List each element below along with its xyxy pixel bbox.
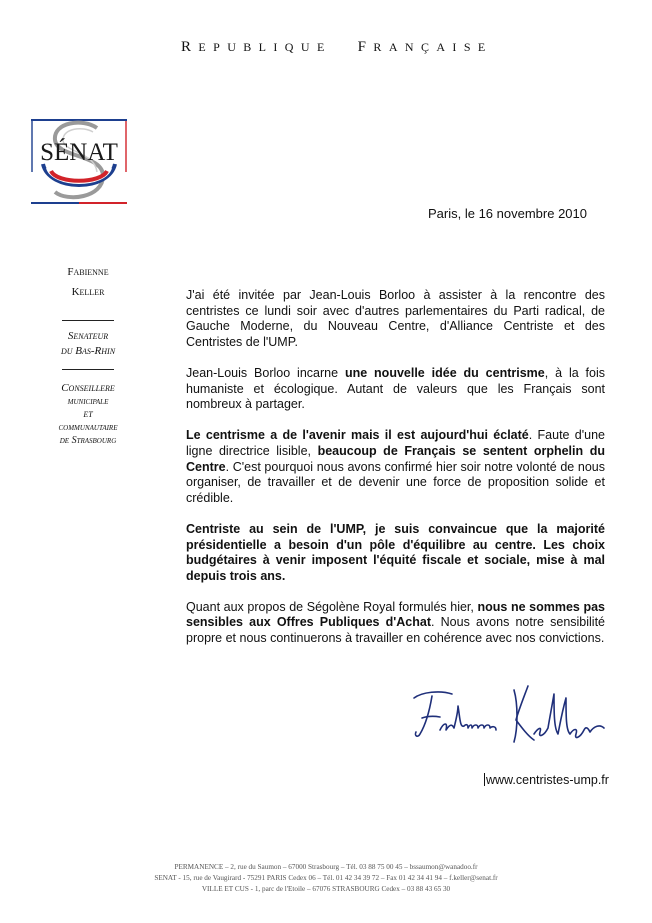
website-text: www.centristes-ump.fr <box>486 773 609 787</box>
paragraph-4-emphasis: Centriste au sein de l'UMP, je suis convaincue que la majorité présidentielle a besoin d'un pôle d'équilibre au centre. Les choix budgétaires à venir imposent l'équité fiscale et sociale, mise à mal depuis trois ans. <box>186 521 605 583</box>
footer-line-2: SENAT - 15, rue de Vaugirard - 75291 PARIS Cedex 06 – Tél. 01 42 34 39 72 – Fax 01 42 34 41 94 – f.keller@senat.fr <box>154 874 498 882</box>
paragraph-5-part-a: Quant aux propos de Ségolène Royal formulés hier, <box>186 599 478 614</box>
sender-first-name: Fabienne <box>67 266 109 278</box>
paragraph-3-part-d: . C'est pourquoi nous avons confirmé hier soir notre volonté de nous organiser, de travailler et de devenir une force de proposition solide et crédible. <box>186 459 605 505</box>
paragraph-2-part-c: , à la fois humaniste et écologique. Autant de valeurs que les Français sont nombreux à partager. <box>186 365 606 412</box>
paragraph-3-emphasis-c: beaucoup de Français se sentent orphelin du Centre <box>186 443 605 474</box>
paragraph-2-part-a: Jean-Louis Borloo incarne <box>186 365 345 380</box>
paragraph-5 <box>186 600 605 647</box>
sender-role-line3: et <box>83 408 93 420</box>
paragraph-4 <box>186 522 605 584</box>
paragraph-3 <box>186 428 605 506</box>
footer-line-3: VILLE ET CUS - 1, parc de l'Etoile – 67076 STRASBOURG Cedex – 03 88 43 65 30 <box>201 885 451 893</box>
sender-last-name: Keller <box>71 286 105 298</box>
signature-drawing <box>410 684 610 750</box>
handwritten-signature <box>410 684 610 750</box>
sender-role-line2: municipale <box>67 396 109 407</box>
header-word2-rest: RANÇAISE <box>373 40 493 54</box>
paragraph-5-part-c: . Nous avons notre sensibilité propre et nous continuerons à travailler en cohérence avec nos convictions. <box>186 615 606 646</box>
letter-date: Paris, le 16 novembre 2010 <box>428 206 587 221</box>
paragraph-2-emphasis: une nouvelle idée du centrisme <box>344 365 545 380</box>
paragraph-5-emphasis: nous ne sommes pas sensibles aux Offres Publiques d'Achat <box>186 599 605 630</box>
sender-role-line1: Conseillere <box>61 382 115 394</box>
sender-sidebar <box>30 262 146 447</box>
header-word1-rest: EPUBLIQUE <box>198 40 332 54</box>
senat-logo-mark <box>31 118 127 206</box>
senat-logo-text: SÉNAT <box>40 139 118 166</box>
sender-role-line5: de Strasbourg <box>59 435 117 446</box>
paragraph-1: J'ai été invitée par Jean-Louis Borloo à assister à la rencontre des centristes ce lundi soir avec d'autres parlementaires du Parti radical, de Gauche Moderne, du Nouveau Centre, d'Alliance Centriste et des Centristes de l'UMP. <box>186 288 605 349</box>
sender-title-line1: Senateur <box>67 330 109 342</box>
republique-francaise-header <box>181 39 601 56</box>
sender-role-line4: communautaire <box>58 422 118 433</box>
senat-logo <box>31 118 127 206</box>
paragraph-3-emphasis-a: Le centrisme a de l'avenir mais il est aujourd'hui éclaté <box>186 428 529 443</box>
header-initial-f: F <box>357 39 374 55</box>
text-cursor <box>484 773 485 786</box>
footer-line-1: PERMANENCE – 2, rue du Saumon – 67000 Strasbourg – Tél. 03 88 75 00 45 – bssaumon@wanadoo.fr <box>174 863 478 871</box>
website-link[interactable] <box>484 773 609 787</box>
paragraph-2 <box>186 366 605 413</box>
header-initial-r: R <box>181 39 199 55</box>
letter-footer <box>0 862 652 895</box>
letter-body <box>186 288 605 662</box>
paragraph-3-part-b: . Faute d'une ligne directrice lisible, <box>186 428 606 458</box>
sender-title-line2: du Bas-Rhin <box>60 345 116 357</box>
